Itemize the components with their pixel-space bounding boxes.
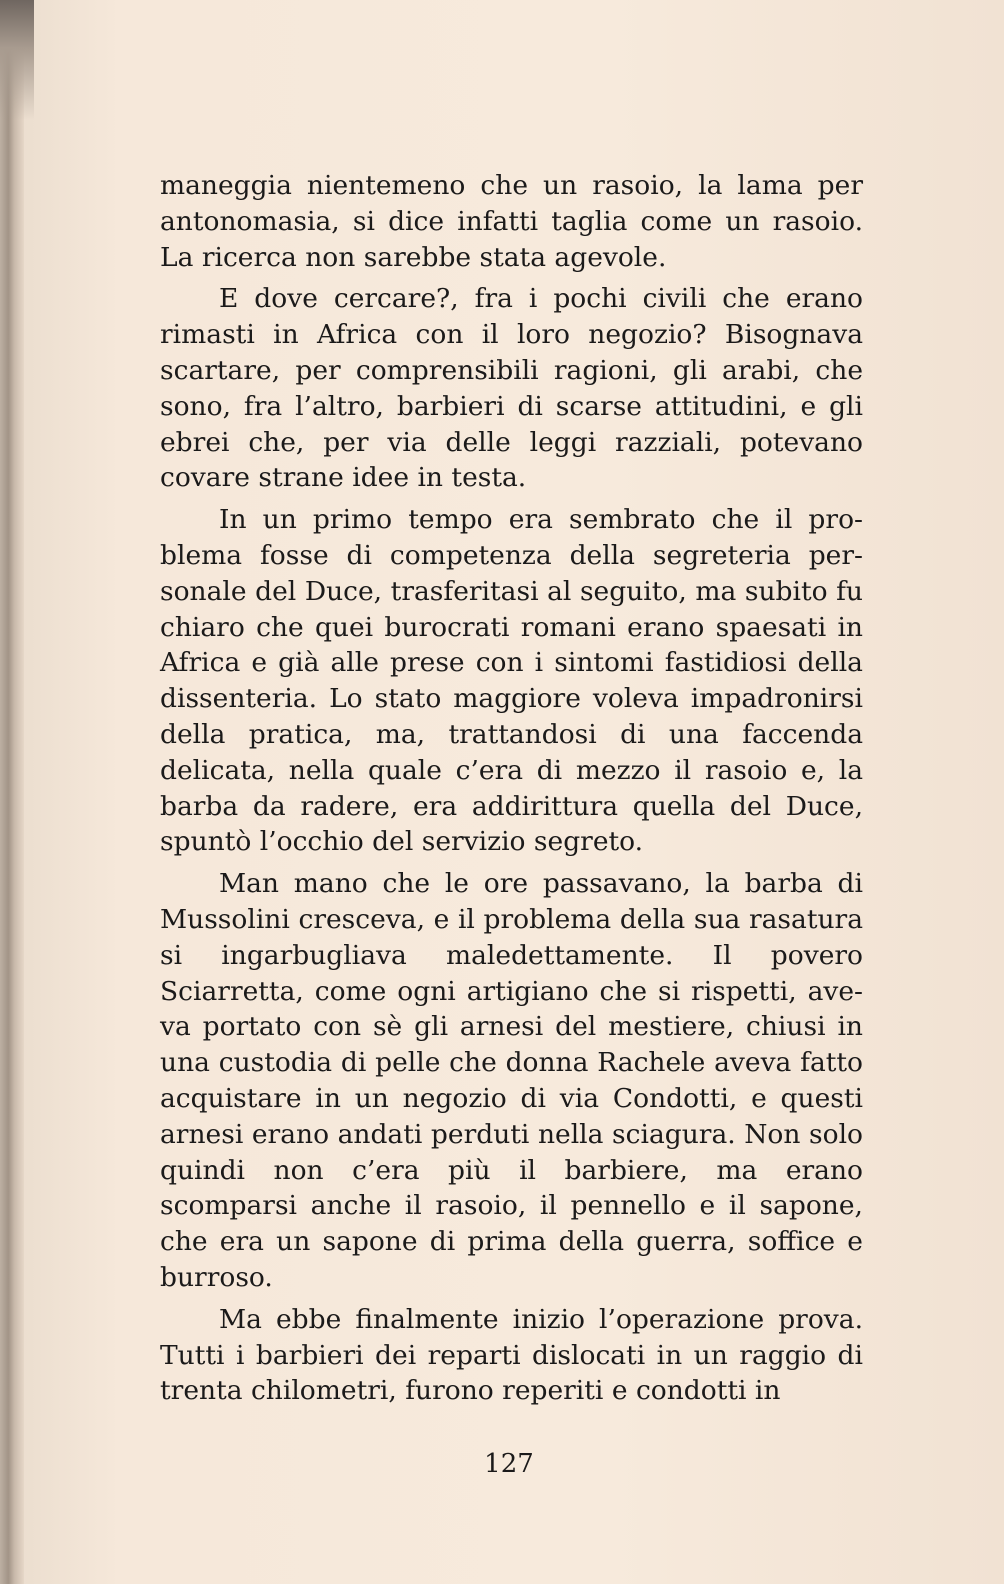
page-number: 127	[484, 1449, 534, 1479]
paragraph-4: Man mano che le ore passavano, la barba di Mussolini cresceva, e il problema della sua rasatura si ingarbugliava maledettamente. Il povero Sciarretta, come ogni artigiano che si rispetti, aveva portato con sè gli arnesi del mestiere, chiusi in una custodia di pelle che donna Rachele aveva fatto acquistare in un negozio di via Condotti, e questi arnesi erano andati perduti nella sciagura. Non solo quindi non c’era più il barbiere, ma erano scomparsi anche il rasoio, il pennello e il sapone, che era un sapone di prima della guerra, soffice e burroso.	[160, 868, 863, 1293]
paragraph-2: E dove cercare?, fra i pochi civili che erano rimasti in Africa con il loro negozio? Bisognava scartare, per comprensibili ragioni, gli arabi, che sono, fra l’altro, barbieri di scarse attitudini, e gli ebrei che, per via delle leggi razziali, potevano covare strane idee in testa.	[160, 283, 863, 494]
book-spine-shadow	[0, 0, 24, 1584]
paragraph-1: maneggia nientemeno che un rasoio, la lama per antonomasia, si dice infatti taglia come un rasoio. La ricerca non sarebbe stata agevole.	[160, 170, 863, 273]
page-text	[160, 168, 863, 1409]
paragraph-3: In un primo tempo era sembrato che il problema fosse di competenza della segreteria personale del Duce, trasferitasi al seguito, ma subito fu chiaro che quei burocrati romani erano spaesati in Africa e già alle prese con i sintomi fastidiosi della dissenteria. Lo stato maggiore voleva impadronirsi della pratica, ma, trattandosi di una faccenda delicata, nella quale c’era di mezzo il rasoio e, la barba da radere, era addirittura quella del Duce, spuntò l’occhio del servizio segreto.	[160, 504, 863, 858]
paragraph-5: Ma ebbe finalmente inizio l’operazione prova. Tutti i barbieri dei reparti dislocati in un raggio di trenta chilometri, furono reperiti e condotti in	[160, 1303, 863, 1407]
book-spine-top-shadow	[0, 0, 34, 120]
